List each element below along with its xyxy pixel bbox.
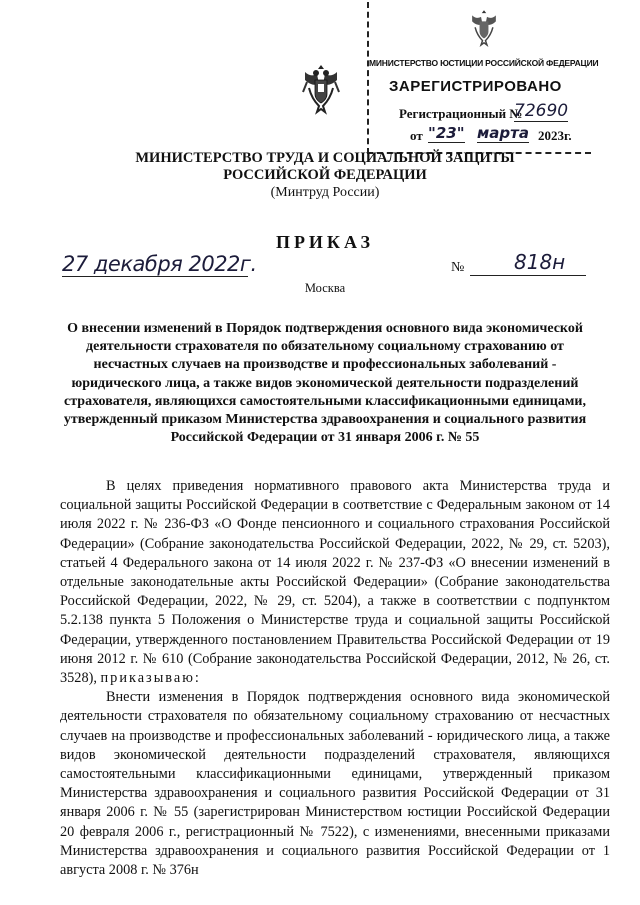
- command-word: приказываю:: [100, 670, 201, 687]
- paragraph-amendment: Внести изменения в Порядок подтверждения основного вида экономической деятельности страхователя по обязательному социальному страхованию от несчастных случаев на производстве и профессиональных заболеваний - юридического лица, а также видов экономической деятельности подразделений страхователя, являющихся самостоятельными классификационными единицами, утвержденный приказом Министерства здравоохранения и социального развития Российской Федерации от 31 января 2006 г. № 55 (зарегистрирован Министерством юстиции Российской Федерации 20 февраля 2006 г., регистрационный № 7522), с изменениями, внесенными приказами Министерства здравоохранения и социального развития Российской Федерации от 1 августа 2008 г. № 376н: [60, 689, 610, 879]
- stamp-ministry-name: МИНИСТЕРСТВО ЮСТИЦИИ РОССИЙСКОЙ ФЕДЕРАЦИИ: [369, 58, 599, 68]
- number-label: №: [451, 260, 465, 275]
- order-number: 818н: [514, 250, 566, 274]
- ministry-short-name: (Минтруд России): [270, 185, 380, 200]
- stamp-reg-label: Регистрационный №: [399, 106, 523, 121]
- stamp-coat-of-arms-icon: [469, 8, 499, 48]
- stamp-reg-number: 72690: [514, 101, 569, 121]
- coat-of-arms-emblem: [301, 62, 341, 116]
- preamble-text: В целях приведения нормативного правового акта Министерства труда и социальной защиты Российской Федерации в соответствие с Федеральным законом от 14 июля 2022 г. № 236-ФЗ «О Фонде пенсионного и социального страхования Российской Федерации» (Собрание законодательства Российской Федерации, 2022, № 29, ст. 5203), статьей 4 Федерального закона от 14 июля 2022 г. № 237-ФЗ «О внесении изменений в отдельные законодательные акты Российской Федерации» (Собрание законодательства Российской Федерации, 2022, № 29, ст. 5204), а также в соответствии с подпунктом 5.2.138 пункта 5 Положения о Министерстве труда и социальной защиты Российской Федерации, утвержденного постановлением Правительства Российской Федерации от 19 июня 2012 г. № 610 (Собрание законодательства Российской Федерации, 2012, № 26, ст. 3528),: [60, 478, 610, 687]
- paragraph-preamble: [60, 477, 610, 688]
- ministry-name: [0, 150, 640, 184]
- order-title: О внесении изменений в Порядок подтверждения основного вида экономической деятельности страхователя по обязательному социальному страхованию от несчастных случаев на производстве и профессиональных заболеваний - юридического лица, а также видов экономической деятельности подразделений страхователя, являющихся самостоятельными классификационными единицами, утвержденный приказом Министерства здравоохранения и социального развития Российской Федерации от 31 января 2006 г. № 55: [63, 321, 587, 446]
- ministry-name-line2: РОССИЙСКОЙ ФЕДЕРАЦИИ: [223, 167, 427, 183]
- number-underline: [470, 275, 586, 276]
- registration-stamp: [367, 2, 599, 154]
- city: Москва: [304, 281, 346, 295]
- stamp-registered-label: ЗАРЕГИСТРИРОВАНО: [389, 78, 562, 95]
- order-body: [60, 477, 610, 880]
- stamp-date-line: [410, 124, 572, 144]
- stamp-date-prefix: от: [410, 128, 423, 143]
- signing-date: 27 декабря 2022г.: [62, 252, 257, 276]
- date-underline: [62, 276, 248, 277]
- document-type-heading: ПРИКАЗ: [275, 232, 375, 252]
- ministry-name-line1: МИНИСТЕРСТВО ТРУДА И СОЦИАЛЬНОЙ ЗАЩИТЫ: [135, 150, 515, 166]
- stamp-date-year: 2023г.: [538, 128, 572, 143]
- stamp-date-month: марта: [477, 124, 529, 142]
- stamp-date-day: "23": [428, 124, 465, 142]
